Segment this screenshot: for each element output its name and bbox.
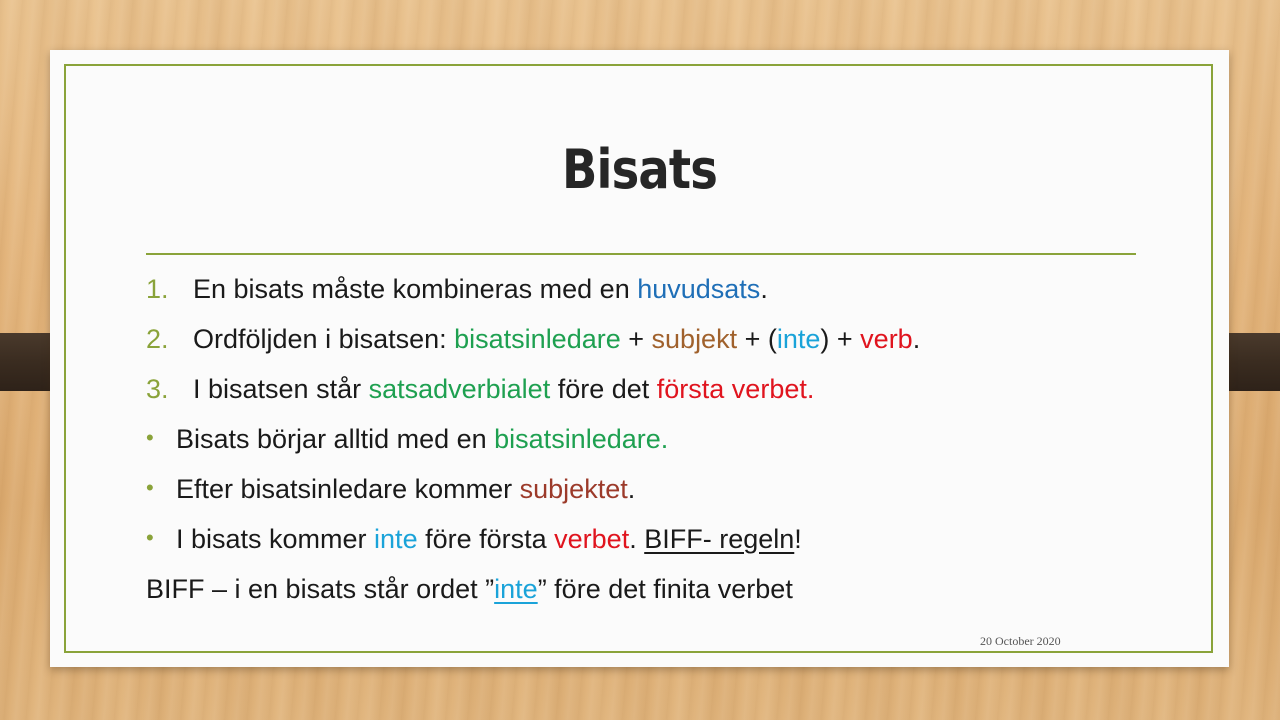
- keyword-verbet: verbet: [554, 524, 630, 554]
- text-segment: före första: [417, 524, 555, 554]
- text-segment: !: [794, 524, 802, 554]
- list-item-2: [146, 314, 1146, 364]
- bullet-item-2: [146, 464, 1146, 514]
- bullet-icon: •: [146, 525, 154, 550]
- keyword-bisatsinledare: bisatsinledare.: [494, 424, 669, 454]
- text-segment: +: [620, 324, 652, 354]
- bullet-icon: •: [146, 475, 154, 500]
- keyword-satsadverbialet: satsadverbialet: [368, 374, 551, 404]
- text-segment: ” före det finita verbet: [537, 574, 793, 604]
- text-segment: Ordföljden i bisatsen:: [193, 324, 455, 354]
- bullet-item-3: [146, 514, 1146, 564]
- text-segment: BIFF – i en bisats står ordet ”: [146, 574, 495, 604]
- keyword-inte: inte: [776, 324, 821, 354]
- list-number: 3.: [146, 374, 169, 404]
- list-number: 2.: [146, 324, 169, 354]
- text-segment: I bisatsen står: [193, 374, 369, 404]
- text-segment: före det: [550, 374, 657, 404]
- keyword-huvudsats: huvudsats: [637, 274, 761, 304]
- text-segment: .: [627, 474, 636, 504]
- keyword-forsta-verbet: första verbet.: [656, 374, 815, 404]
- list-item-3: [146, 364, 1146, 414]
- keyword-inte-underlined: inte: [494, 574, 538, 604]
- keyword-subjekt: subjekt: [651, 324, 738, 354]
- text-segment: Bisats börjar alltid med en: [176, 424, 495, 454]
- text-segment: .: [912, 324, 921, 354]
- text-segment: I bisats kommer: [176, 524, 375, 554]
- keyword-inte: inte: [374, 524, 418, 554]
- text-segment: En bisats måste kombineras med en: [193, 274, 638, 304]
- keyword-bisatsinledare: bisatsinledare: [454, 324, 621, 354]
- biff-regeln-link: BIFF- regeln: [644, 524, 795, 554]
- keyword-verb: verb: [860, 324, 913, 354]
- bullet-item-1: [146, 414, 1146, 464]
- list-item-1: [146, 264, 1146, 314]
- list-number: 1.: [146, 274, 169, 304]
- keyword-subjektet: subjektet: [519, 474, 628, 504]
- slide-title: Bisats: [562, 138, 717, 201]
- text-segment: ) +: [820, 324, 861, 354]
- slide-date: 20 October 2020: [980, 634, 1061, 648]
- bullet-icon: •: [146, 425, 154, 450]
- text-segment: .: [760, 274, 768, 304]
- title-divider: [146, 253, 1136, 255]
- biff-definition: [146, 564, 1146, 614]
- text-segment: .: [629, 524, 645, 554]
- text-segment: Efter bisatsinledare kommer: [176, 474, 520, 504]
- text-segment: + (: [737, 324, 777, 354]
- content-list: [146, 264, 1146, 614]
- slide: [50, 50, 1229, 667]
